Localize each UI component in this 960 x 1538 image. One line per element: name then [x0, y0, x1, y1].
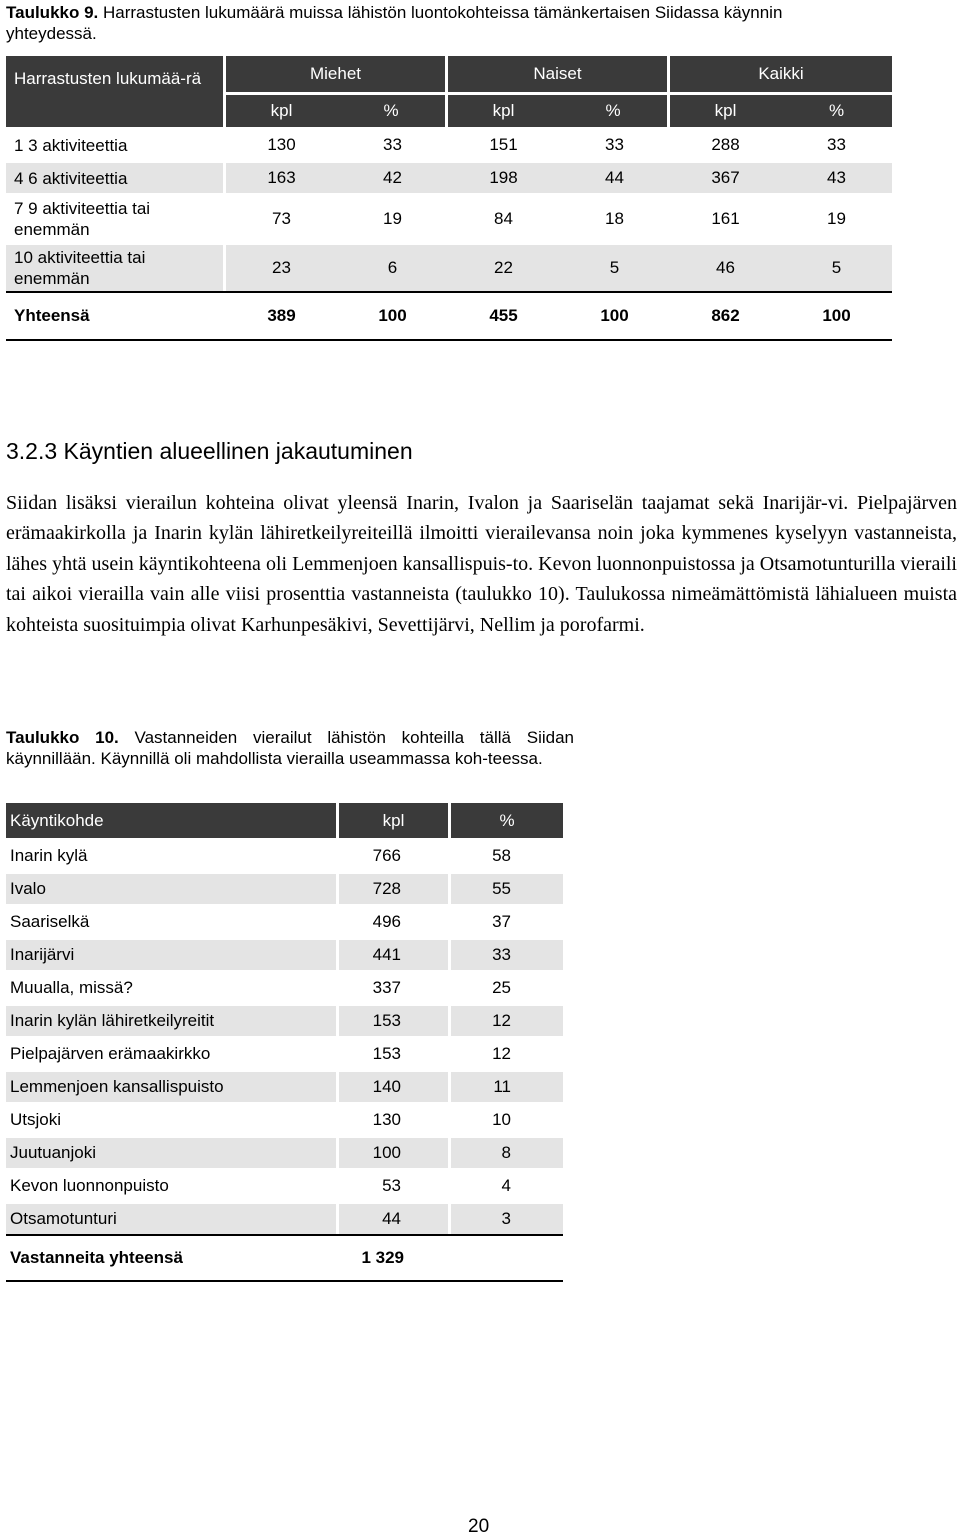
row-cell: 23 — [226, 242, 337, 291]
table-row — [6, 242, 892, 291]
destination-kpl: 337 — [339, 970, 451, 1003]
table-row — [6, 160, 892, 193]
row-cell: 19 — [781, 193, 892, 242]
table-row — [6, 904, 563, 937]
row-cell: 43 — [781, 160, 892, 193]
subheader-kpl: kpl — [448, 95, 559, 127]
table10-caption-label: Taulukko 10. — [6, 728, 119, 747]
destination-pct: 12 — [451, 1036, 563, 1069]
destination-name: Ivalo — [6, 871, 339, 904]
destination-pct: 33 — [451, 937, 563, 970]
destination-name: Inarijärvi — [6, 937, 339, 970]
table-row — [6, 127, 892, 160]
header-group-women: Naiset — [448, 56, 670, 95]
table9-caption — [6, 2, 856, 44]
row-label: 1 3 aktiviteettia — [6, 127, 226, 160]
table-row — [6, 970, 563, 1003]
table10-caption-text: Vastanneiden vierailut lähistön kohteilla tällä Siidan käynnillään. Käynnillä oli mahdollista vierailla useammassa koh-teessa. — [6, 728, 575, 768]
row-cell: 33 — [337, 127, 448, 160]
table9-total-cell: 100 — [559, 291, 670, 341]
header-group-all: Kaikki — [670, 56, 892, 95]
row-cell: 22 — [448, 242, 559, 291]
destination-name: Pielpajärven erämaakirkko — [6, 1036, 339, 1069]
destination-kpl: 441 — [339, 937, 451, 970]
table9-total-label: Yhteensä — [6, 291, 226, 341]
destination-pct: 10 — [451, 1102, 563, 1135]
row-cell: 161 — [670, 193, 781, 242]
destination-kpl: 130 — [339, 1102, 451, 1135]
destination-kpl: 496 — [339, 904, 451, 937]
row-cell: 198 — [448, 160, 559, 193]
destination-pct: 8 — [451, 1135, 563, 1168]
row-cell: 46 — [670, 242, 781, 291]
table-row — [6, 871, 563, 904]
page-number: 20 — [468, 1516, 490, 1537]
destination-kpl: 728 — [339, 871, 451, 904]
subheader-pct: % — [559, 95, 670, 127]
table9-caption-label: Taulukko 9. — [6, 3, 99, 22]
destination-kpl: 100 — [339, 1135, 451, 1168]
row-cell: 44 — [559, 160, 670, 193]
destination-kpl: 140 — [339, 1069, 451, 1102]
table10-total-kpl: 1 329 — [339, 1234, 451, 1282]
destination-pct: 58 — [451, 838, 563, 871]
table-row — [6, 193, 892, 242]
table9-total-cell: 862 — [670, 291, 781, 341]
subheader-kpl: kpl — [670, 95, 781, 127]
destination-kpl: 53 — [339, 1168, 451, 1201]
row-cell: 73 — [226, 193, 337, 242]
header-group-men: Miehet — [226, 56, 448, 95]
table10-total-empty — [451, 1234, 563, 1282]
row-cell: 33 — [559, 127, 670, 160]
destination-kpl: 44 — [339, 1201, 451, 1234]
destination-kpl: 766 — [339, 838, 451, 871]
table-row — [6, 838, 563, 871]
table9-total-row — [6, 291, 892, 341]
table-row — [6, 1168, 563, 1201]
destination-pct: 37 — [451, 904, 563, 937]
table-row — [6, 1102, 563, 1135]
table9-total-cell: 389 — [226, 291, 337, 341]
activities-table — [6, 56, 892, 341]
table-row — [6, 1003, 563, 1036]
header-destination: Käyntikohde — [6, 803, 339, 838]
row-cell: 5 — [781, 242, 892, 291]
table9-total-cell: 100 — [781, 291, 892, 341]
table-row — [6, 1135, 563, 1168]
header-kpl: kpl — [339, 803, 451, 838]
table-row — [6, 1201, 563, 1234]
destination-pct: 4 — [451, 1168, 563, 1201]
table-row — [6, 937, 563, 970]
row-cell: 288 — [670, 127, 781, 160]
destination-pct: 11 — [451, 1069, 563, 1102]
table9-corner-header: Harrastusten lukumää-rä — [6, 56, 226, 127]
destination-kpl: 153 — [339, 1003, 451, 1036]
section-heading: 3.2.3 Käyntien alueellinen jakautuminen — [6, 438, 413, 464]
destination-name: Lemmenjoen kansallispuisto — [6, 1069, 339, 1102]
row-cell: 367 — [670, 160, 781, 193]
destination-pct: 55 — [451, 871, 563, 904]
destination-name: Muualla, missä? — [6, 970, 339, 1003]
subheader-pct: % — [781, 95, 892, 127]
row-label: 4 6 aktiviteettia — [6, 160, 226, 193]
destination-name: Otsamotunturi — [6, 1201, 339, 1234]
table9-total-cell: 455 — [448, 291, 559, 341]
table9-total-cell: 100 — [337, 291, 448, 341]
table10-total-label: Vastanneita yhteensä — [6, 1234, 339, 1282]
row-cell: 84 — [448, 193, 559, 242]
header-pct: % — [451, 803, 563, 838]
row-cell: 151 — [448, 127, 559, 160]
table9-caption-text: Harrastusten lukumäärä muissa lähistön luontokohteissa tämänkertaisen Siidassa käynnin yhteydessä. — [6, 3, 783, 43]
destination-name: Juutuanjoki — [6, 1135, 339, 1168]
visits-table — [6, 803, 563, 1282]
row-cell: 19 — [337, 193, 448, 242]
table-row — [6, 1069, 563, 1102]
subheader-pct: % — [337, 95, 448, 127]
destination-pct: 12 — [451, 1003, 563, 1036]
section-body: Siidan lisäksi vierailun kohteina olivat yleensä Inarin, Ivalon ja Saariselän taajamat sekä Inarijär-vi. Pielpajärven erämaakirkolla ja Inarin kylän lähiretkeilyreiteillä ilmoitti vierailevansa noin joka kymmenes kyselyyn vastanneista, lähes yhtä usein käyntikohteena oli Lemmenjoen kansallispuis-to. Kevon luonnonpuistossa ja Otsamotunturilla vieraili tai aikoi vierailla vain alle viisi prosenttia vastanneista (taulukko 10). Taulukossa nimeämättömistä lähialueen muista kohteista suosituimpia olivat Karhunpesäkivi, Sevettijärvi, Nellim ja porofarmi. — [6, 492, 957, 636]
destination-name: Kevon luonnonpuisto — [6, 1168, 339, 1201]
row-cell: 130 — [226, 127, 337, 160]
row-cell: 5 — [559, 242, 670, 291]
destination-name: Inarin kylä — [6, 838, 339, 871]
subheader-kpl: kpl — [226, 95, 337, 127]
destination-pct: 3 — [451, 1201, 563, 1234]
row-label: 7 9 aktiviteettia tai enemmän — [6, 193, 226, 242]
destination-name: Saariselkä — [6, 904, 339, 937]
table10-total-row — [6, 1234, 563, 1282]
destination-name: Inarin kylän lähiretkeilyreitit — [6, 1003, 339, 1036]
destination-name: Utsjoki — [6, 1102, 339, 1135]
table10-caption — [6, 727, 574, 769]
row-cell: 33 — [781, 127, 892, 160]
destination-pct: 25 — [451, 970, 563, 1003]
row-cell: 6 — [337, 242, 448, 291]
table-row — [6, 1036, 563, 1069]
row-cell: 163 — [226, 160, 337, 193]
row-cell: 18 — [559, 193, 670, 242]
row-label: 10 aktiviteettia tai enemmän — [6, 242, 226, 291]
row-cell: 42 — [337, 160, 448, 193]
destination-kpl: 153 — [339, 1036, 451, 1069]
